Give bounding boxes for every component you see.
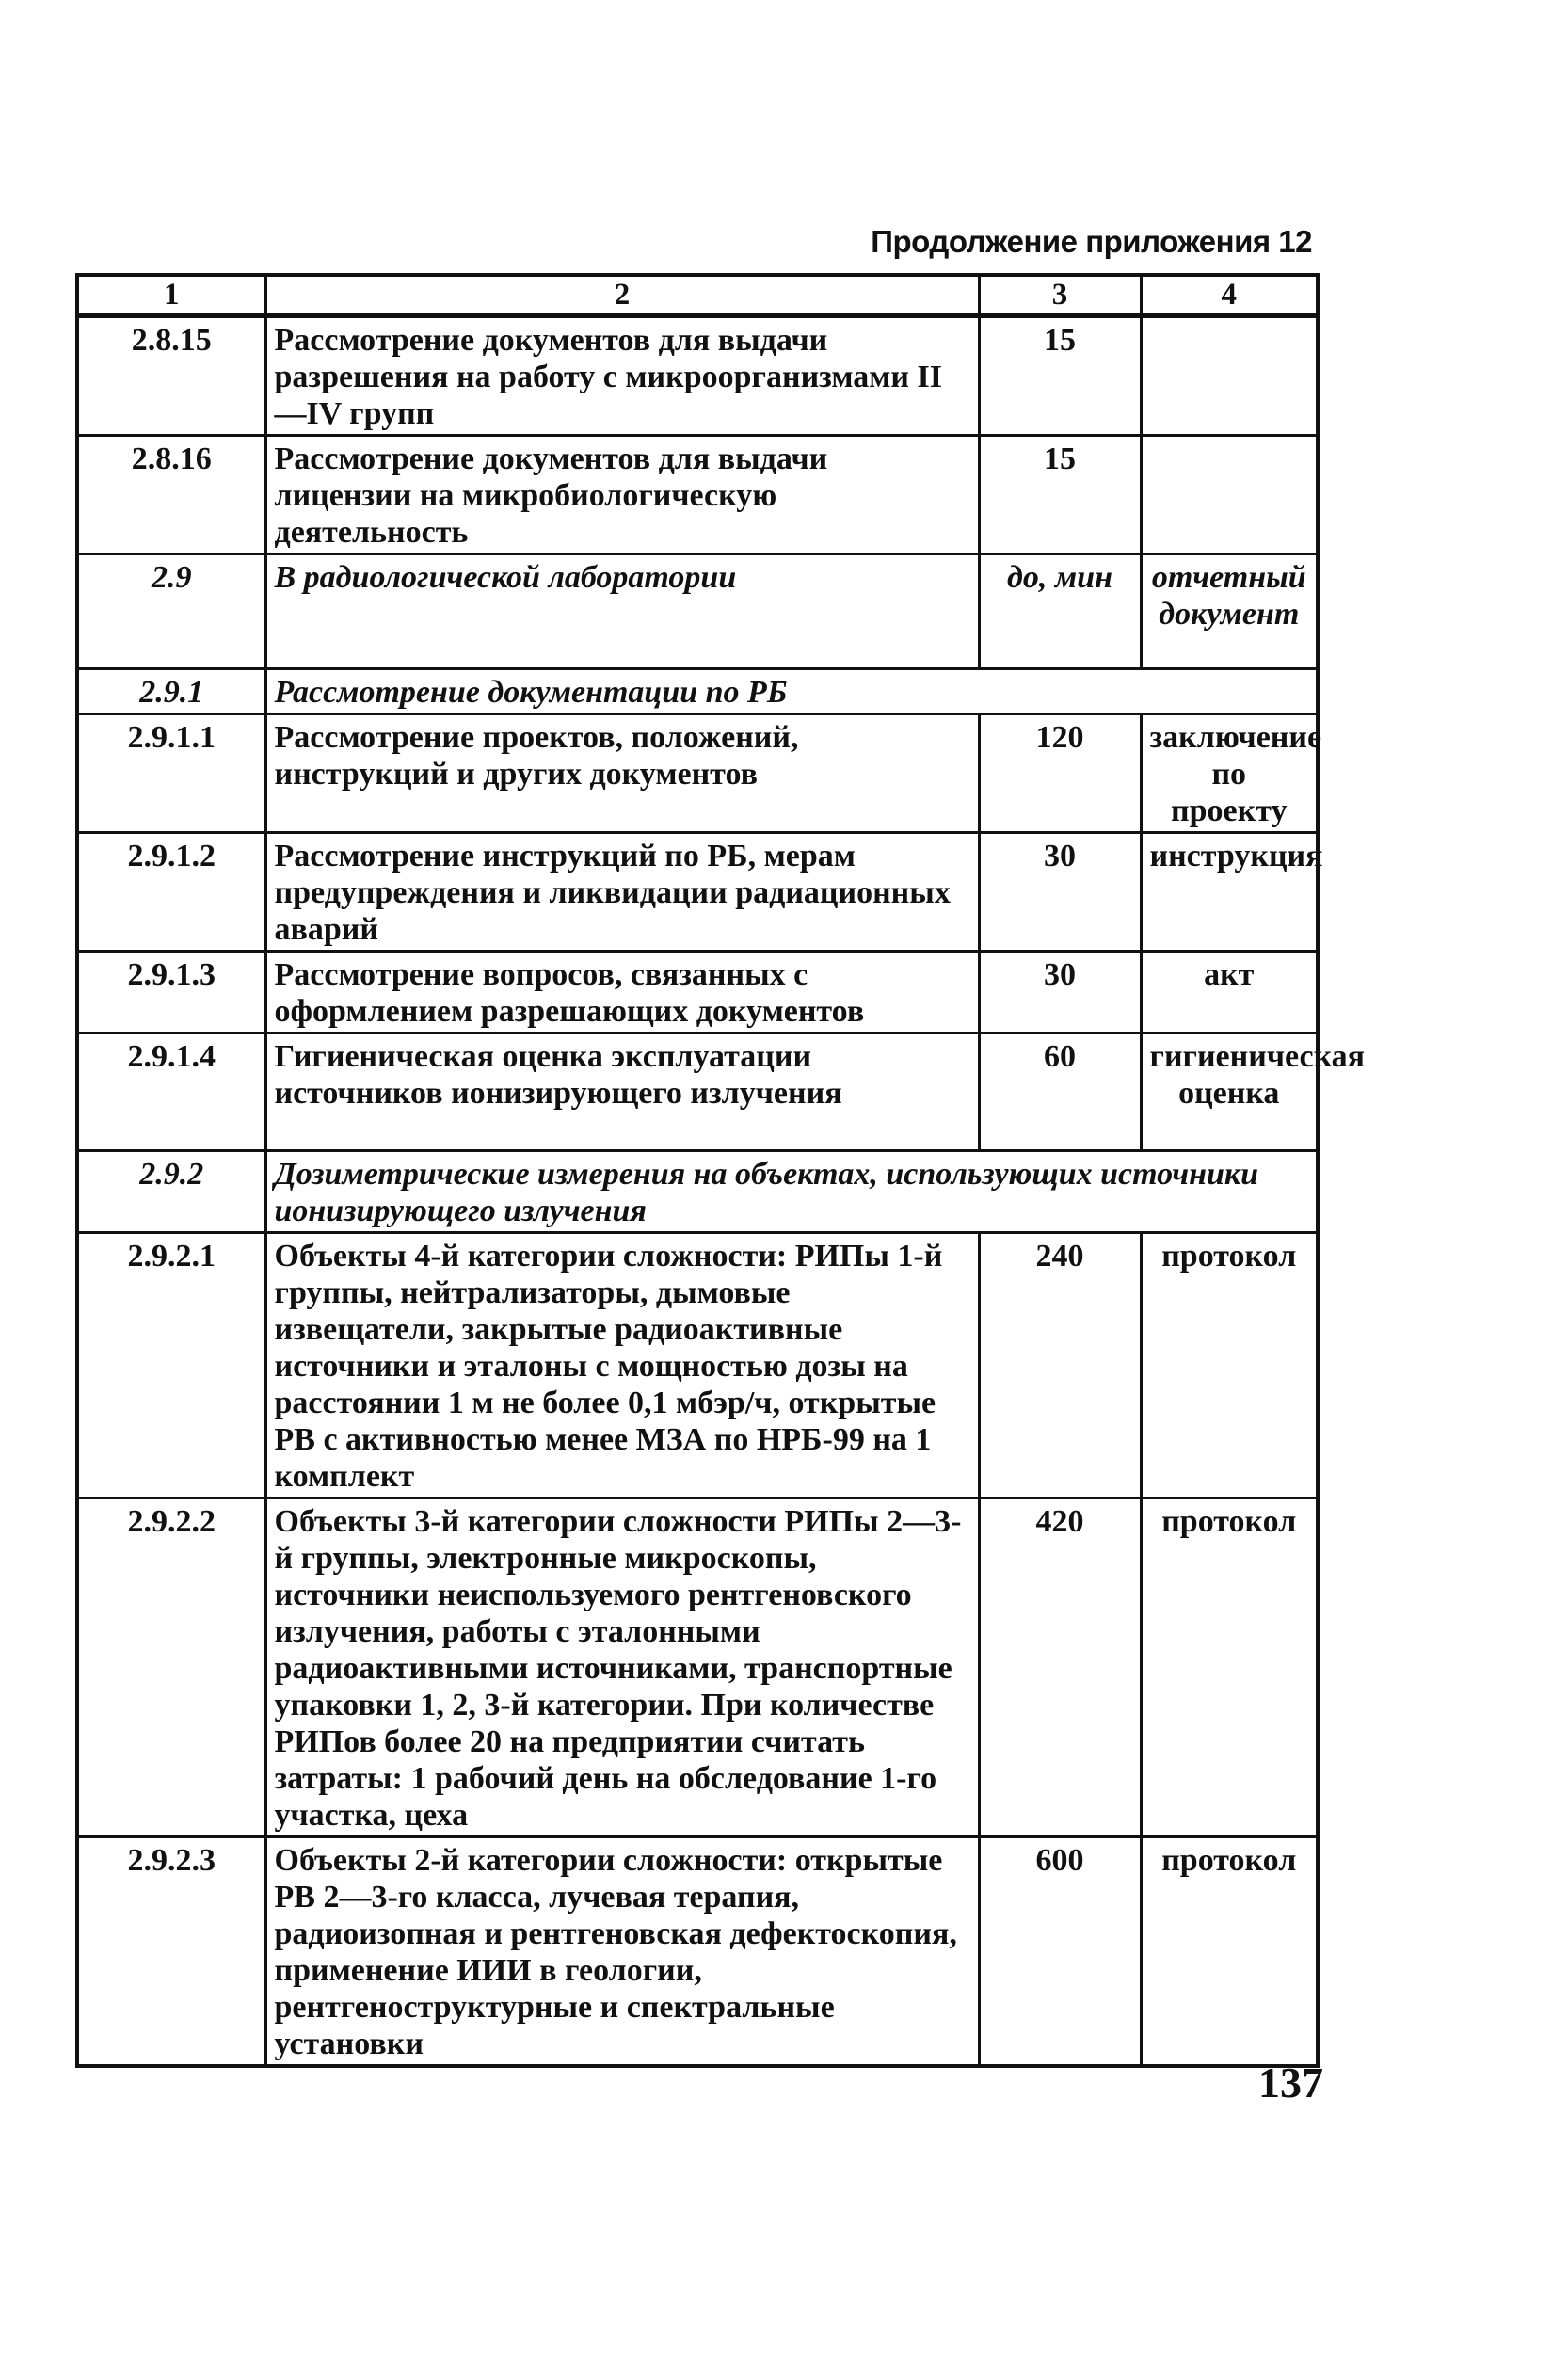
- item-number: 2.8.15: [77, 316, 265, 436]
- item-time: 15: [979, 316, 1141, 436]
- item-description: Объекты 2-й категории сложности: открытые РВ 2—3-го класса, лучевая терапия, радиоизопная и рентгеновская дефектоскопия, применение ИИИ в геологии, рентгеноструктурные и спектральные установки: [265, 1837, 979, 2067]
- item-time: 120: [979, 714, 1141, 833]
- section-title: Дозиметрические измерения на объектах, использующих источники ионизирующего излучения: [265, 1151, 1318, 1233]
- table-row: [77, 714, 1318, 833]
- table-row: [77, 436, 1318, 554]
- table-row: [77, 952, 1318, 1034]
- norms-table: [75, 273, 1366, 2068]
- item-document: протокол: [1141, 1499, 1318, 1837]
- item-description: Рассмотрение документов для выдачи лицензии на микробиологическую деятельность: [265, 436, 979, 554]
- item-description: Рассмотрение инструкций по РБ, мерам предупреждения и ликвидации радиационных аварий: [265, 833, 979, 952]
- item-description: Объекты 3-й категории сложности РИПы 2—3-й группы, электронные микроскопы, источники неиспользуемого рентгеновского излучения, работы с эталонными радиоактивными источниками, транспортные упаковки 1, 2, 3-й категории. При количестве РИПов более 20 на предприятии считать затраты: 1 рабочий день на обследование 1-го участка, цеха: [265, 1499, 979, 1837]
- item-description: Объекты 4-й категории сложности: РИПы 1-й группы, нейтрализаторы, дымовые извещатели, закрытые радиоактивные источники и эталоны с мощностью дозы на расстоянии 1 м не более 0,1 мбэр/ч, открытые РВ с активностью менее МЗА по НРБ-99 на 1 комплект: [265, 1233, 979, 1499]
- section-row: [77, 1151, 1318, 1233]
- section-row: [77, 669, 1318, 714]
- item-time: 30: [979, 833, 1141, 952]
- item-number: 2.9.1.3: [77, 952, 265, 1034]
- section-row: [77, 554, 1318, 669]
- section-number: 2.9.2: [77, 1151, 265, 1233]
- item-document: акт: [1141, 952, 1318, 1034]
- item-document: заключение по проекту: [1141, 714, 1318, 833]
- table-row: [77, 1499, 1318, 1837]
- section-number: 2.9: [77, 554, 265, 669]
- item-document: протокол: [1141, 1837, 1318, 2067]
- table-row: [77, 1034, 1318, 1151]
- item-number: 2.9.1.4: [77, 1034, 265, 1151]
- table-row: [77, 833, 1318, 952]
- item-number: 2.9.1.2: [77, 833, 265, 952]
- column-header: 1: [77, 275, 265, 316]
- column-caption-document: отчетный документ: [1141, 554, 1318, 669]
- column-caption-time: до, мин: [979, 554, 1141, 669]
- page-caption: Продолжение приложения 12: [871, 224, 1312, 259]
- item-number: 2.9.1.1: [77, 714, 265, 833]
- item-time: 600: [979, 1837, 1141, 2067]
- table-header-row: [77, 275, 1318, 316]
- section-number: 2.9.1: [77, 669, 265, 714]
- item-document: [1141, 316, 1318, 436]
- item-description: Гигиеническая оценка эксплуатации источников ионизирующего излучения: [265, 1034, 979, 1151]
- column-header: 2: [265, 275, 979, 316]
- table-row: [77, 1233, 1318, 1499]
- item-time: 60: [979, 1034, 1141, 1151]
- column-header: 4: [1141, 275, 1318, 316]
- item-description: Рассмотрение документов для выдачи разрешения на работу с микроорганизмами II—IV групп: [265, 316, 979, 436]
- item-time: 15: [979, 436, 1141, 554]
- item-number: 2.9.2.2: [77, 1499, 265, 1837]
- item-document: инструкция: [1141, 833, 1318, 952]
- table-row: [77, 1837, 1318, 2067]
- item-time: 240: [979, 1233, 1141, 1499]
- item-number: 2.9.2.3: [77, 1837, 265, 2067]
- item-description: Рассмотрение проектов, положений, инструкций и других документов: [265, 714, 979, 833]
- item-description: Рассмотрение вопросов, связанных с оформлением разрешающих документов: [265, 952, 979, 1034]
- item-document: [1141, 436, 1318, 554]
- item-document: гигиеническая оценка: [1141, 1034, 1318, 1151]
- page-number: 137: [1258, 2059, 1323, 2107]
- item-document: протокол: [1141, 1233, 1318, 1499]
- item-time: 420: [979, 1499, 1141, 1837]
- table-row: [77, 316, 1318, 436]
- item-time: 30: [979, 952, 1141, 1034]
- section-title: В радиологической лаборатории: [265, 554, 979, 669]
- section-title: Рассмотрение документации по РБ: [265, 669, 1318, 714]
- item-number: 2.8.16: [77, 436, 265, 554]
- item-number: 2.9.2.1: [77, 1233, 265, 1499]
- column-header: 3: [979, 275, 1141, 316]
